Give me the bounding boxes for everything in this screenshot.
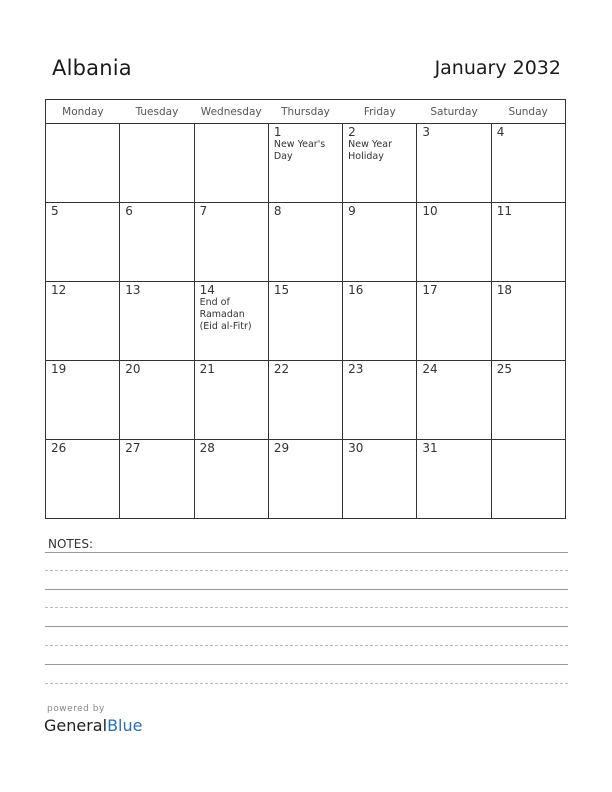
country-title: Albania: [52, 56, 132, 80]
day-cell: [268, 361, 342, 440]
week-row: [46, 203, 566, 282]
day-cell: [120, 124, 194, 203]
day-number: 30: [348, 441, 364, 455]
day-number: 12: [51, 283, 67, 297]
weekday-header: Saturday: [417, 100, 491, 124]
day-number: 13: [125, 283, 141, 297]
day-cell: [417, 440, 491, 519]
day-cell: [343, 203, 417, 282]
day-number: 23: [348, 362, 364, 376]
day-cell: [120, 203, 194, 282]
day-cell: [343, 361, 417, 440]
day-cell: [491, 203, 565, 282]
day-number: 4: [496, 125, 505, 139]
day-number: 29: [273, 441, 290, 455]
calendar-body: [46, 124, 566, 519]
notes-line: [45, 683, 568, 684]
day-number: 22: [273, 362, 290, 376]
day-cell: [417, 124, 491, 203]
weekday-header: Monday: [46, 100, 120, 124]
day-number: 20: [125, 362, 141, 376]
holiday-label: New Year's Day: [273, 139, 326, 162]
day-number: 15: [273, 283, 290, 297]
day-number: 1: [273, 125, 282, 139]
logo-blue: Blue: [107, 716, 143, 735]
day-number: 27: [125, 441, 141, 455]
day-number: 8: [273, 204, 282, 218]
day-number: 19: [51, 362, 67, 376]
day-cell: [194, 282, 268, 361]
day-cell: [417, 203, 491, 282]
weekday-header: Sunday: [491, 100, 565, 124]
day-number: 9: [348, 204, 356, 218]
notes-label: NOTES:: [48, 537, 93, 551]
day-number: 11: [496, 204, 512, 218]
holiday-label: End of Ramadan (Eid al-Fitr): [199, 297, 252, 332]
day-number: 31: [422, 441, 438, 455]
day-cell: [268, 440, 342, 519]
day-cell: [120, 282, 194, 361]
calendar-grid: [45, 99, 566, 519]
day-cell: [417, 361, 491, 440]
day-cell: [417, 282, 491, 361]
day-cell: [343, 124, 417, 203]
week-row: [46, 282, 566, 361]
week-row: [46, 124, 566, 203]
holiday-label: New Year Holiday: [348, 139, 392, 162]
weekday-header-row: [46, 100, 566, 124]
day-cell: [46, 282, 120, 361]
weekday-header: Thursday: [268, 100, 342, 124]
generalblue-logo[interactable]: [44, 716, 142, 735]
week-row: [46, 361, 566, 440]
day-cell: [46, 203, 120, 282]
day-cell: [343, 440, 417, 519]
day-cell: [491, 361, 565, 440]
notes-line: [45, 626, 568, 627]
powered-by-text: powered by: [47, 704, 105, 714]
day-cell: [46, 124, 120, 203]
day-cell: [194, 361, 268, 440]
notes-line: [45, 607, 568, 608]
month-title: January 2032: [434, 57, 561, 79]
notes-line: [45, 570, 568, 571]
day-cell: [268, 124, 342, 203]
day-number: 16: [348, 283, 364, 297]
day-cell: [120, 361, 194, 440]
day-cell: [120, 440, 194, 519]
day-cell: [343, 282, 417, 361]
day-number: 24: [422, 362, 438, 376]
day-number: 2: [348, 125, 356, 139]
logo-general: General: [44, 716, 108, 735]
day-number: 14: [199, 283, 215, 297]
day-number: 18: [496, 283, 512, 297]
notes-line: [45, 589, 568, 590]
notes-line: [45, 645, 568, 646]
weekday-header: Wednesday: [194, 100, 268, 124]
day-number: 3: [422, 125, 431, 139]
week-row: [46, 440, 566, 519]
day-number: 21: [199, 362, 215, 376]
day-number: 10: [422, 204, 438, 218]
day-number: 17: [422, 283, 438, 297]
day-number: 28: [199, 441, 215, 455]
day-cell: [491, 124, 565, 203]
notes-line: [45, 664, 568, 665]
day-number: 25: [496, 362, 512, 376]
day-number: 7: [199, 204, 208, 218]
day-cell: [268, 203, 342, 282]
day-number: 6: [125, 204, 133, 218]
day-cell: [46, 440, 120, 519]
notes-line: [45, 552, 568, 553]
weekday-header: Friday: [343, 100, 417, 124]
day-cell: [491, 282, 565, 361]
day-cell: [194, 124, 268, 203]
day-cell: [491, 440, 565, 519]
day-cell: [46, 361, 120, 440]
day-number: 26: [51, 441, 67, 455]
day-number: 5: [51, 204, 59, 218]
day-cell: [268, 282, 342, 361]
weekday-header: Tuesday: [120, 100, 194, 124]
day-cell: [194, 203, 268, 282]
day-cell: [194, 440, 268, 519]
